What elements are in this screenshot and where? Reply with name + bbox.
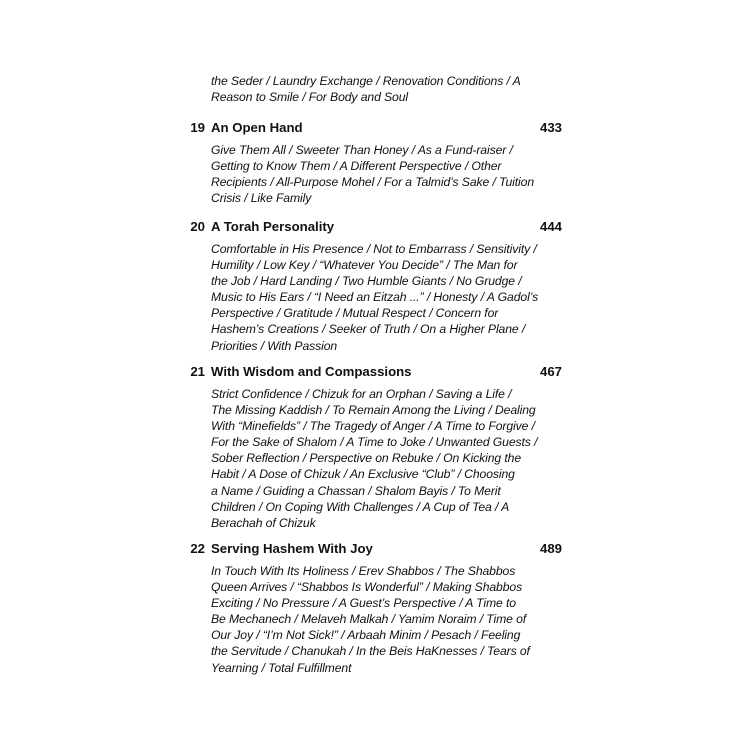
topic-line: Strict Confidence / Chizuk for an Orphan / Saving a Life / (211, 387, 512, 401)
topic-line: the Job / Hard Landing / Two Humble Giants / No Grudge / (211, 274, 522, 289)
chapter-number: 19 (190, 120, 205, 135)
topic-line: Humility / Low Key / “Whatever You Decide” / The Man for (211, 258, 518, 273)
topic-line: Children / On Coping With Challenges / A Cup of Tea / A (211, 499, 510, 514)
topic-line: Priorities / With Passion (211, 338, 338, 353)
topic-line: Crisis / Like Family (211, 191, 312, 206)
chapter-topic-list-20 (211, 241, 551, 354)
chapter-number: 22 (190, 541, 205, 556)
topic-line: Yearning / Total Fulfillment (211, 660, 352, 675)
chapter-number: 21 (190, 364, 205, 379)
chapter-topic-list-21 (211, 386, 551, 531)
topic-line: Reason to Smile / For Body and Soul (211, 90, 409, 105)
topic-line: With “Minefields” / The Tragedy of Anger / A Time to Forgive / (211, 419, 535, 434)
topic-line: Give Them All / Sweeter Than Honey / As a Fund-raiser / (211, 143, 513, 157)
chapter-page-number: 489 (539, 541, 562, 556)
topic-line: the Seder / Laundry Exchange / Renovation Conditions / A (211, 74, 521, 88)
topic-line: Queen Arrives / “Shabbos Is Wonderful” / Making Shabbos (211, 580, 523, 595)
topic-line: Recipients / All-Purpose Mohel / For a Talmid’s Sake / Tuition (211, 175, 535, 190)
topic-line: Habit / A Dose of Chizuk / An Exclusive “Club” / Choosing (211, 467, 515, 482)
topic-line: Be Mechanech / Melaveh Malkah / Yamim Noraim / Time of (211, 612, 527, 627)
topic-line: a Name / Guiding a Chassan / Shalom Bayis / To Merit (211, 483, 501, 498)
chapter-page-number: 444 (539, 219, 562, 234)
chapter-topic-list-19 (211, 142, 551, 206)
topic-line: Getting to Know Them / A Different Perspective / Other (211, 159, 502, 174)
topic-line: Hashem’s Creations / Seeker of Truth / On a Higher Plane / (211, 322, 526, 337)
chapter-page-number: 467 (539, 364, 562, 379)
topic-line: the Servitude / Chanukah / In the Beis HaKnesses / Tears of (211, 644, 530, 659)
chapter-number: 20 (190, 219, 205, 234)
topic-line: Comfortable in His Presence / Not to Embarrass / Sensitivity / (211, 242, 537, 256)
intro-topic-list (211, 73, 551, 105)
chapter-topic-list-22 (211, 563, 551, 676)
chapter-heading-20 (0, 218, 750, 236)
topic-line: The Missing Kaddish / To Remain Among the Living / Dealing (211, 403, 536, 418)
topic-line: Berachah of Chizuk (211, 515, 316, 530)
chapter-heading-21 (0, 363, 750, 381)
topic-line: Music to His Ears / “I Need an Eitzah ...” / Honesty / A Gadol’s (211, 290, 539, 305)
topic-line: Perspective / Gratitude / Mutual Respect / Concern for (211, 306, 499, 321)
chapter-title: An Open Hand (211, 120, 303, 135)
chapter-title: Serving Hashem With Joy (211, 541, 373, 556)
topic-line: In Touch With Its Holiness / Erev Shabbos / The Shabbos (211, 564, 516, 578)
topic-line: For the Sake of Shalom / A Time to Joke / Unwanted Guests / (211, 435, 538, 450)
chapter-heading-19 (0, 119, 750, 137)
chapter-title: A Torah Personality (211, 219, 335, 234)
chapter-page-number: 433 (539, 120, 562, 135)
topic-line: Our Joy / “I’m Not Sick!” / Arbaah Minim / Pesach / Feeling (211, 628, 521, 643)
chapter-title: With Wisdom and Compassions (211, 364, 412, 379)
topic-line: Exciting / No Pressure / A Guest’s Perspective / A Time to (211, 596, 516, 611)
topic-line: Sober Reflection / Perspective on Rebuke / On Kicking the (211, 451, 521, 466)
chapter-heading-22 (0, 540, 750, 558)
